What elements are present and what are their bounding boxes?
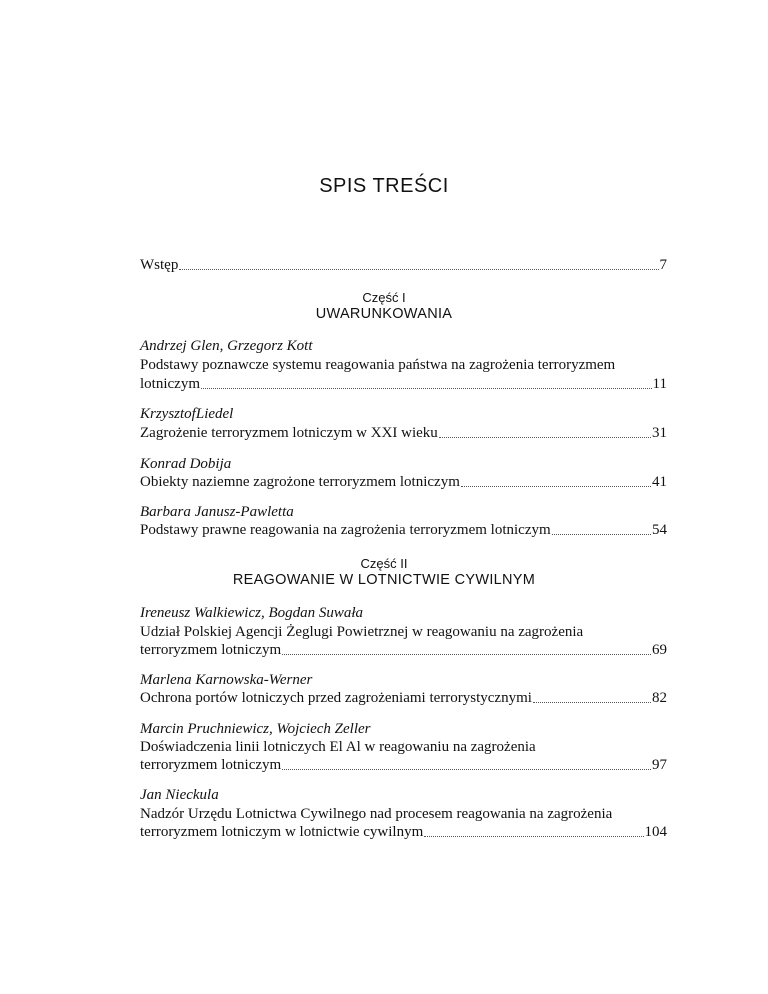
entry-authors: Marlena Karnowska-Werner	[140, 672, 313, 688]
entry-title: terroryzmem lotniczym w lotnictwie cywilnym	[140, 824, 424, 840]
entry-authors: Barbara Janusz-Pawletta	[140, 504, 294, 520]
entry-authors: Ireneusz Walkiewicz, Bogdan Suwała	[140, 605, 364, 621]
entry-title: Obiekty naziemne zagrożone terroryzmem lotniczym	[140, 474, 460, 490]
dot-leader	[282, 654, 651, 655]
entry-title-line: Nadzór Urzędu Lotnictwa Cywilnego nad procesem reagowania na zagrożenia	[140, 806, 613, 822]
dot-leader	[439, 437, 651, 438]
entry-title: lotniczym	[140, 376, 200, 392]
entry-title: Wstęp	[140, 257, 179, 273]
toc-entry-intro[interactable]	[140, 256, 667, 274]
part-label: Część II	[360, 556, 408, 571]
entry-title: Podstawy prawne reagowania na zagrożenia terroryzmem lotniczym	[140, 522, 551, 538]
page-number: 11	[652, 376, 667, 392]
entry-authors: Andrzej Glen, Grzegorz Kott	[140, 338, 313, 354]
entry-title-line: Doświadczenia linii lotniczych El Al w reagowaniu na zagrożenia	[140, 739, 536, 755]
page-number: 31	[652, 425, 667, 441]
dot-leader	[552, 534, 651, 535]
dot-leader	[533, 702, 651, 703]
entry-title-line: Udział Polskiej Agencji Żeglugi Powietrznej w reagowaniu na zagrożenia	[140, 624, 584, 640]
entry-authors: Jan Nieckula	[140, 787, 219, 803]
entry-title: terroryzmem lotniczym	[140, 642, 282, 658]
part-title: UWARUNKOWANIA	[315, 306, 453, 322]
dot-leader	[424, 836, 643, 837]
page-number: 69	[652, 642, 667, 658]
entry-title-line: Podstawy poznawcze systemu reagowania państwa na zagrożenia terroryzmem	[140, 357, 616, 373]
page-number: 97	[652, 757, 667, 773]
toc-entry[interactable]	[140, 641, 667, 659]
toc-entry[interactable]	[140, 424, 667, 442]
toc-entry[interactable]	[140, 375, 667, 393]
page-number: 7	[659, 257, 667, 273]
dot-leader	[282, 769, 651, 770]
entry-authors: KrzysztofLiedel	[140, 406, 234, 422]
part-label: Część I	[362, 290, 406, 305]
page-title: SPIS TREŚCI	[319, 175, 449, 197]
toc-entry[interactable]	[140, 823, 667, 841]
entry-title: Zagrożenie terroryzmem lotniczym w XXI wieku	[140, 425, 438, 441]
toc-entry[interactable]	[140, 521, 667, 539]
page-number: 82	[652, 690, 667, 706]
entry-authors: Konrad Dobija	[140, 456, 232, 472]
entry-title: Ochrona portów lotniczych przed zagrożeniami terrorystycznymi	[140, 690, 532, 706]
entry-title: terroryzmem lotniczym	[140, 757, 282, 773]
toc-entry[interactable]	[140, 473, 667, 491]
part-title: REAGOWANIE W LOTNICTWIE CYWILNYM	[232, 572, 536, 588]
toc-entry[interactable]	[140, 689, 667, 707]
dot-leader	[179, 269, 658, 270]
page-number: 104	[644, 824, 667, 840]
entry-authors: Marcin Pruchniewicz, Wojciech Zeller	[140, 721, 371, 737]
page-number: 54	[652, 522, 667, 538]
dot-leader	[201, 388, 652, 389]
page-number: 41	[652, 474, 667, 490]
toc-entry[interactable]	[140, 756, 667, 774]
dot-leader	[461, 486, 651, 487]
